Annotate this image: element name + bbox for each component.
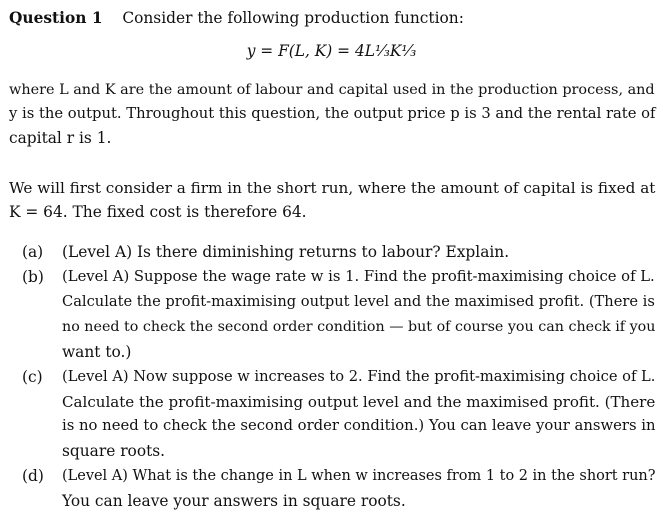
- question-header: [9, 8, 655, 28]
- paragraph1-line-3: capital r is 1.: [9, 129, 112, 147]
- part-d-line-1: (Level A) What is the change in L when w increases from 1 to 2 in the short run?: [62, 468, 656, 484]
- part-a-line-1: (Level A) Is there diminishing returns to labour? Explain.: [62, 243, 510, 261]
- question-intro: Consider the following production function:: [122, 9, 464, 27]
- paragraph2-line-2: K = 64. The fixed cost is therefore 64.: [9, 203, 307, 221]
- part-c-label: (c): [22, 368, 43, 386]
- part-b-line-3: no need to check the second order condition — but of course you can check if you: [62, 319, 656, 335]
- part-d-label: (d): [22, 467, 44, 485]
- equation-text: y = F(L, K) = 4L¹⁄₃K¹⁄₃: [246, 42, 417, 60]
- paragraph1-line-1: where L and K are the amount of labour and capital used in the production process, and: [9, 82, 655, 98]
- part-b-label: (b): [22, 268, 44, 286]
- part-c-line-4: square roots.: [62, 442, 166, 460]
- part-a-label: (a): [22, 243, 44, 261]
- question-heading: Question 1: [9, 9, 103, 27]
- paragraph2-line-1: We will first consider a firm in the short run, where the amount of capital is fixed at: [9, 179, 656, 197]
- part-d-line-2: You can leave your answers in square roots.: [62, 492, 406, 510]
- part-b-line-4: want to.): [62, 343, 132, 361]
- part-c-line-2: Calculate the profit-maximising output level and the maximised profit. (There: [62, 393, 656, 411]
- paragraph1-line-2: y is the output. Throughout this question, the output price p is 3 and the rental rate of: [9, 105, 656, 122]
- part-c-line-3: is no need to check the second order condition.) You can leave your answers in: [62, 417, 656, 434]
- part-b-line-2: Calculate the profit-maximising output level and the maximised profit. (There is: [62, 293, 655, 310]
- production-function-equation: [0, 40, 663, 62]
- part-b-line-1: (Level A) Suppose the wage rate w is 1. Find the profit-maximising choice of L.: [62, 268, 655, 285]
- part-c-line-1: (Level A) Now suppose w increases to 2. Find the profit-maximising choice of L.: [62, 368, 656, 385]
